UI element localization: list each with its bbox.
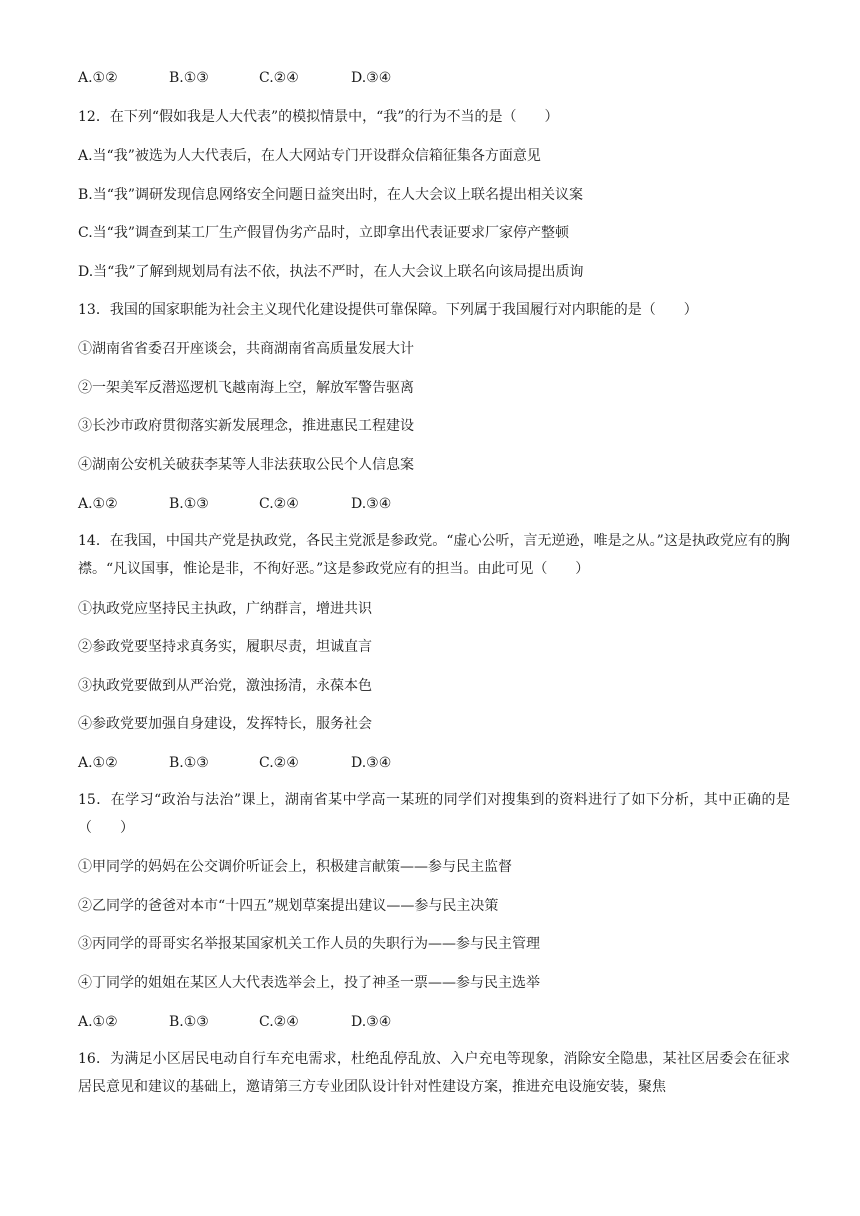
option-d: D.③④ <box>351 70 392 86</box>
q15-item-1: ①甲同学的妈妈在公交调价听证会上，积极建言献策——参与民主监督 <box>78 859 512 875</box>
q14-stem: 14．在我国，中国共产党是执政党，各民主党派是参政党。“虚心公听，言无逆逊，唯是之从。”这是执政党应有的胸襟。“凡议国事，惟论是非，不徇好恶。”这是参政党应有的担当。由此可见（ ） <box>78 533 790 577</box>
q12-choice-b: B.当“我”调研发现信息网络安全问题日益突出时，在人大会议上联名提出相关议案 <box>78 187 584 203</box>
q12-choice-d: D.当“我”了解到规划局有法不依，执法不严时，在人大会议上联名向该局提出质询 <box>78 264 584 280</box>
q13-item-4: ④湖南公安机关破获李某等人非法获取公民个人信息案 <box>78 457 414 473</box>
option-b: B.①③ <box>169 70 209 86</box>
option-a: A.①② <box>78 70 118 86</box>
q12-choice-a: A.当“我”被选为人大代表后，在人大网站专门开设群众信箱征集各方面意见 <box>78 148 541 164</box>
option-a: A.①② <box>78 755 118 771</box>
q12-choice-c: C.当“我”调查到某工厂生产假冒伪劣产品时，立即拿出代表证要求厂家停产整顿 <box>78 225 569 241</box>
q14-item-1: ①执政党应坚持民主执政，广纳群言，增进共识 <box>78 601 372 617</box>
q13-item-3: ③长沙市政府贯彻落实新发展理念，推进惠民工程建设 <box>78 418 414 434</box>
q12-stem: 12．在下列“假如我是人大代表”的模拟情景中，“我”的行为不当的是（ ） <box>78 109 559 125</box>
option-c: C.②④ <box>259 496 299 512</box>
q13-item-1: ①湖南省省委召开座谈会，共商湖南省高质量发展大计 <box>78 341 414 357</box>
q13-stem: 13．我国的国家职能为社会主义现代化建设提供可靠保障。下列属于我国履行对内职能的是（ ） <box>78 302 698 318</box>
q16-stem: 16．为满足小区居民电动自行车充电需求，杜绝乱停乱放、入户充电等现象，消除安全隐患，某社区居委会在征求居民意见和建议的基础上，邀请第三方专业团队设计针对性建设方案，推进充电设施安装，聚焦 <box>78 1051 790 1095</box>
option-b: B.①③ <box>169 496 209 512</box>
q14-item-2: ②参政党要坚持求真务实，履职尽责，坦诚直言 <box>78 639 372 655</box>
option-b: B.①③ <box>169 755 209 771</box>
q14-item-3: ③执政党要做到从严治党，激浊扬清，永葆本色 <box>78 678 372 694</box>
q15-item-4: ④丁同学的姐姐在某区人大代表选举会上，投了神圣一票——参与民主选举 <box>78 975 540 991</box>
option-d: D.③④ <box>351 496 392 512</box>
q14-item-4: ④参政党要加强自身建设，发挥特长，服务社会 <box>78 716 372 732</box>
option-b: B.①③ <box>169 1014 209 1030</box>
option-a: A.①② <box>78 1014 118 1030</box>
q13-item-2: ②一架美军反潜巡逻机飞越南海上空，解放军警告驱离 <box>78 380 414 396</box>
option-c: C.②④ <box>259 755 299 771</box>
q15-item-3: ③丙同学的哥哥实名举报某国家机关工作人员的失职行为——参与民主管理 <box>78 936 540 952</box>
option-d: D.③④ <box>351 755 392 771</box>
option-c: C.②④ <box>259 1014 299 1030</box>
q15-stem: 15．在学习“政治与法治”课上，湖南省某中学高一某班的同学们对搜集到的资料进行了如下分析，其中正确的是（ ） <box>78 792 790 836</box>
option-d: D.③④ <box>351 1014 392 1030</box>
option-a: A.①② <box>78 496 118 512</box>
q15-item-2: ②乙同学的爸爸对本市“十四五”规划草案提出建议——参与民主决策 <box>78 898 499 914</box>
option-c: C.②④ <box>259 70 299 86</box>
